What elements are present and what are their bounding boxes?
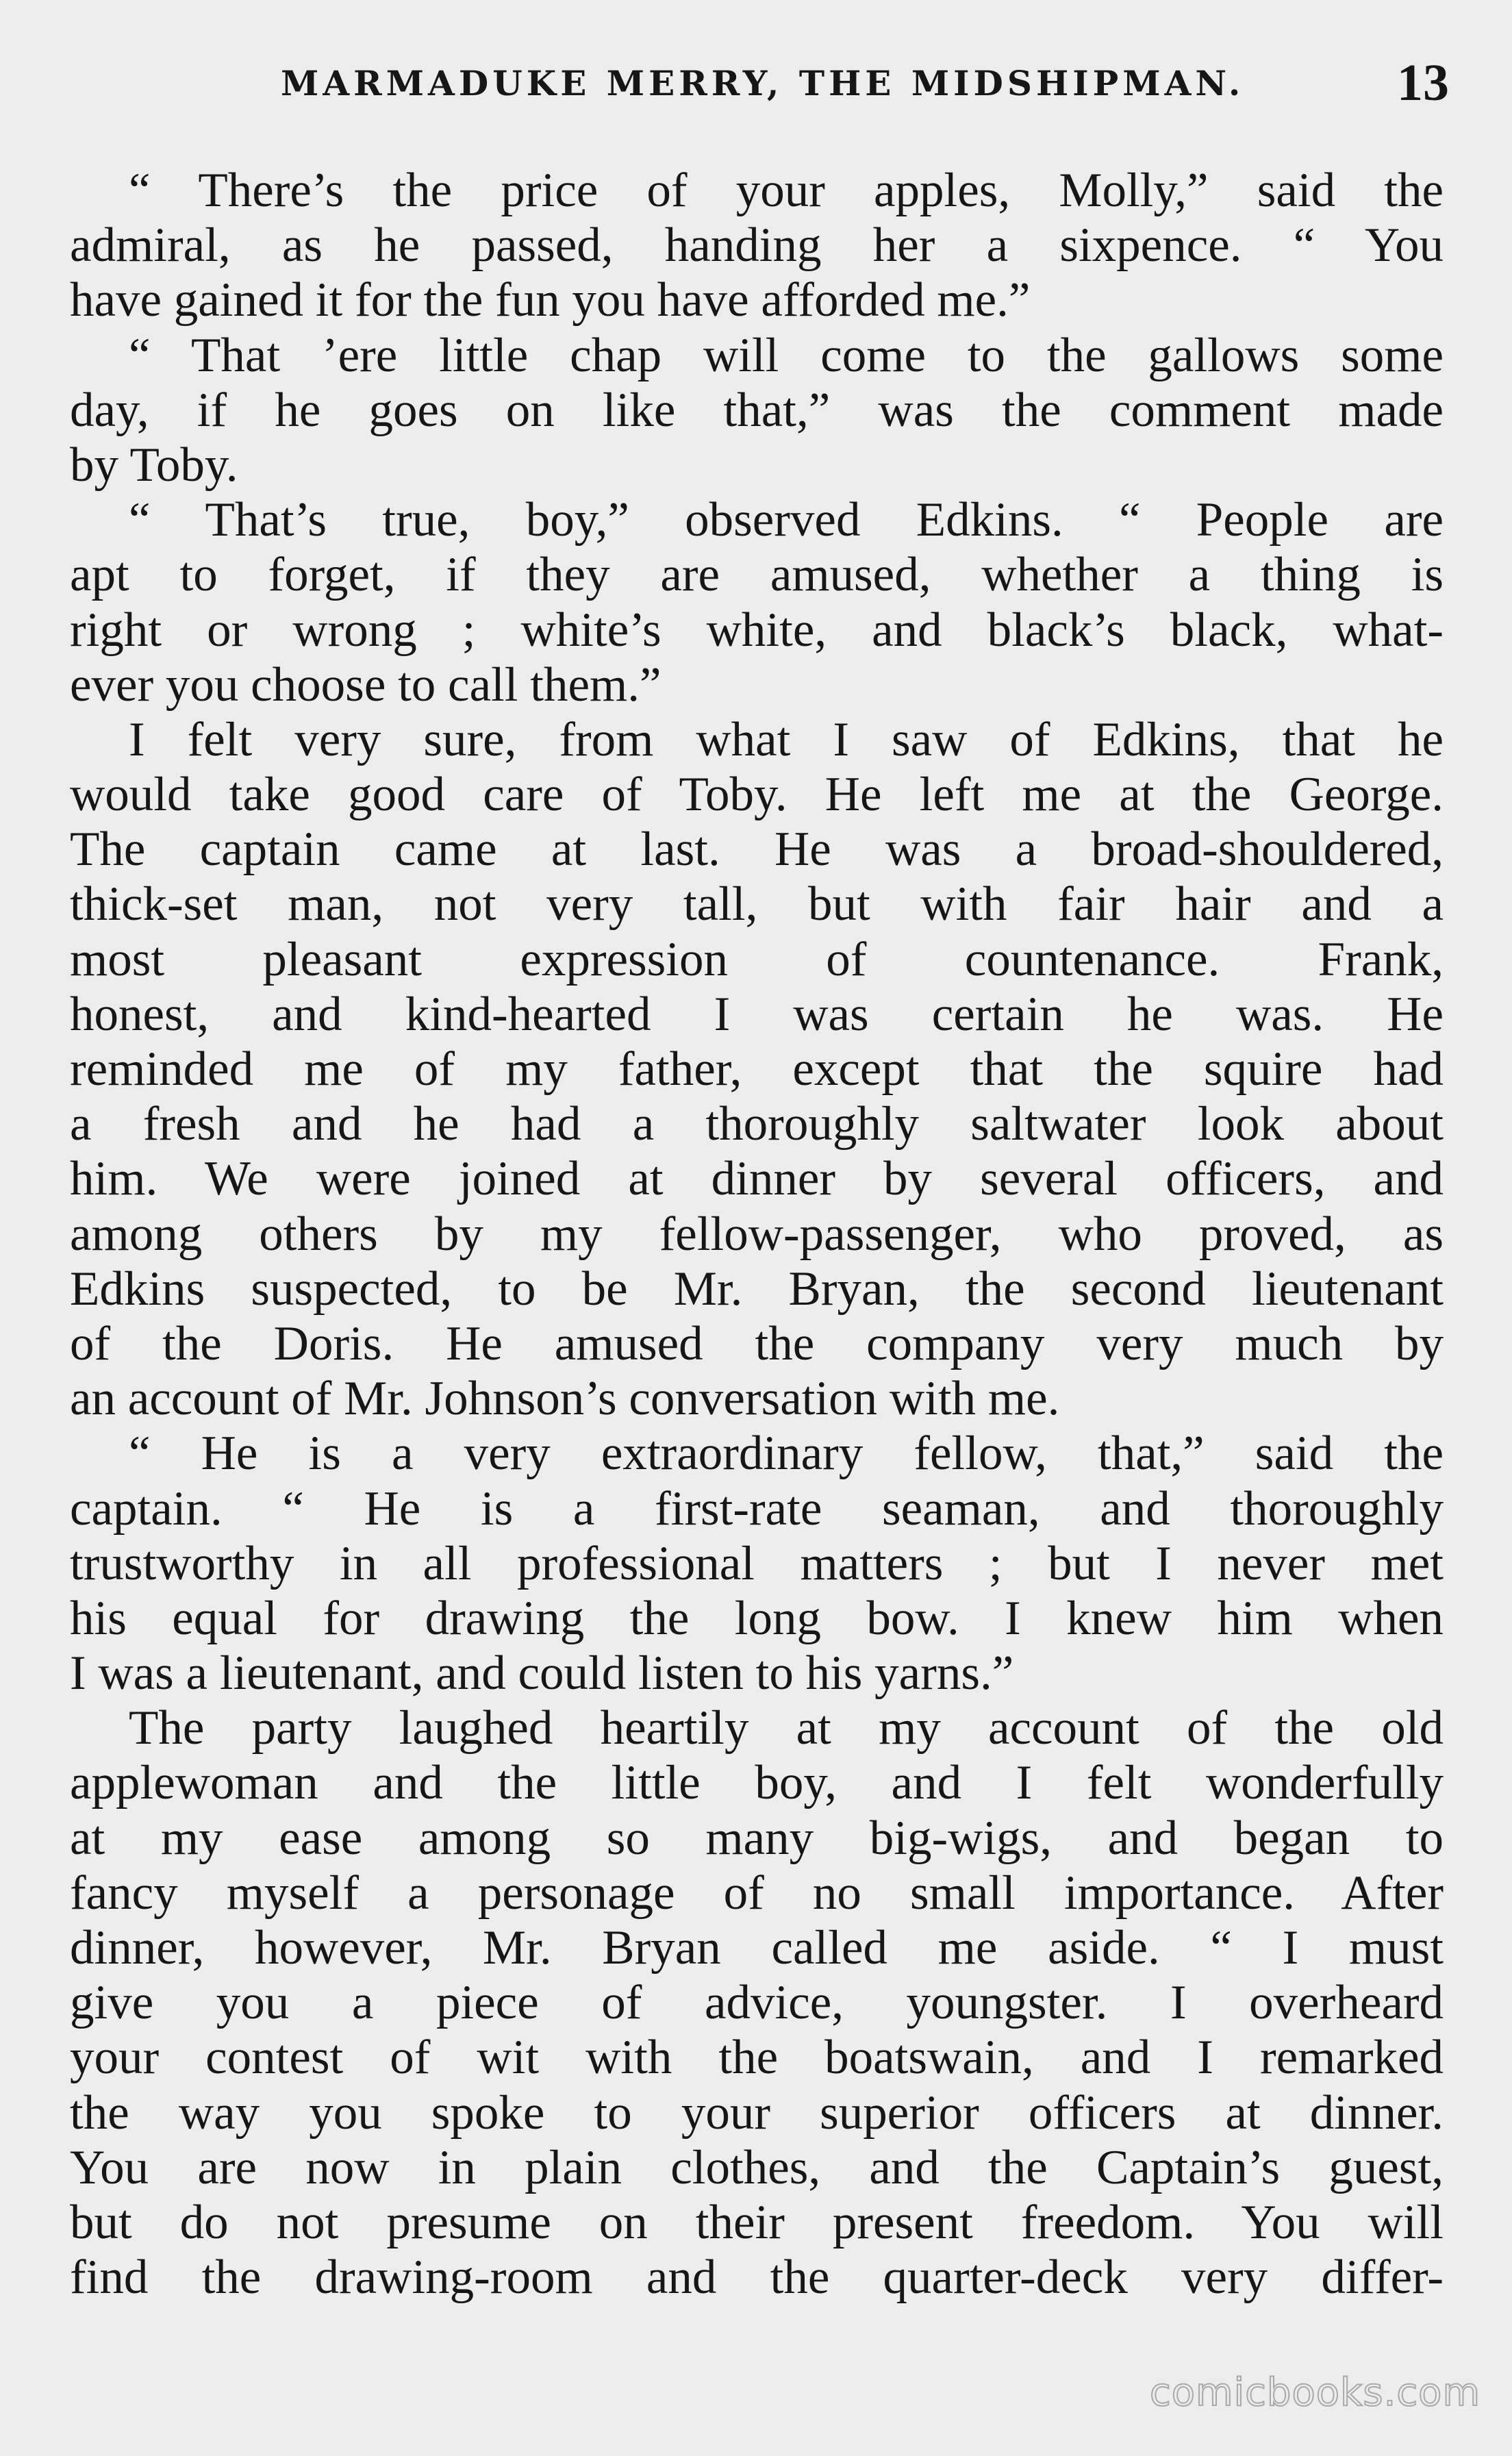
text-line: find the drawing-room and the quarter-deck very differ- <box>70 2251 1444 2305</box>
text-line: “ That ’ere little chap will come to the gallows some <box>129 328 1444 382</box>
text-line: him. We were joined at dinner by several officers, and <box>70 1152 1444 1206</box>
text-line: the way you spoke to your superior officers at dinner. <box>70 2085 1444 2140</box>
text-line: apt to forget, if they are amused, whether a thing is <box>70 548 1444 602</box>
text-line: would take good care of Toby. He left me at the George. <box>70 768 1444 822</box>
text-line: give you a piece of advice, youngster. I overheard <box>70 1976 1444 2030</box>
text-line: his equal for drawing the long bow. I knew him when <box>70 1591 1444 1645</box>
text-line: reminded me of my father, except that the squire had <box>70 1042 1444 1096</box>
text-line: I felt very sure, from what I saw of Edkins, that he <box>129 712 1444 766</box>
text-line: ever you choose to call them.” <box>70 657 662 712</box>
text-line: trustworthy in all professional matters ; but I never met <box>70 1536 1444 1590</box>
text-line: by Toby. <box>70 438 238 492</box>
text-line: honest, and kind-hearted I was certain he was. He <box>70 987 1444 1041</box>
text-line: thick-set man, not very tall, but with fair hair and a <box>70 877 1444 931</box>
body-text <box>70 163 1444 2305</box>
text-line: an account of Mr. Johnson’s conversation with me. <box>70 1372 1060 1426</box>
text-line: You are now in plain clothes, and the Captain’s guest, <box>70 2140 1444 2194</box>
text-line: have gained it for the fun you have afforded me.” <box>70 273 1031 327</box>
text-line: captain. “ He is a first-rate seaman, and thoroughly <box>70 1481 1444 1536</box>
text-line: “ He is a very extraordinary fellow, that,” said the <box>129 1427 1444 1481</box>
text-line: most pleasant expression of countenance. Frank, <box>70 932 1444 986</box>
text-line: I was a lieutenant, and could listen to his yarns.” <box>70 1646 1014 1701</box>
text-line: “ That’s true, boy,” observed Edkins. “ People are <box>129 493 1444 547</box>
running-head <box>0 53 1512 115</box>
text-line: your contest of wit with the boatswain, and I remarked <box>70 2031 1444 2085</box>
text-line: “ There’s the price of your apples, Molly,” said the <box>129 164 1444 217</box>
text-line: of the Doris. He amused the company very much by <box>70 1316 1444 1370</box>
text-line: The party laughed heartily at my account of the old <box>129 1701 1444 1755</box>
text-line: fancy myself a personage of no small importance. After <box>70 1866 1444 1920</box>
page-number: 13 <box>1397 54 1449 112</box>
text-line: right or wrong ; white’s white, and black’s black, what- <box>70 603 1444 657</box>
text-line: admiral, as he passed, handing her a sixpence. “ You <box>70 218 1444 273</box>
text-line: applewoman and the little boy, and I felt wonderfully <box>70 1756 1444 1810</box>
text-line: day, if he goes on like that,” was the comment made <box>70 383 1444 437</box>
text-line: at my ease among so many big-wigs, and began to <box>70 1811 1444 1865</box>
text-line: a fresh and he had a thoroughly saltwater look about <box>70 1097 1444 1151</box>
text-line: The captain came at last. He was a broad-shouldered, <box>70 823 1444 877</box>
watermark-logo: comicbooks.com <box>1149 2370 1480 2415</box>
text-line: but do not presume on their present freedom. You will <box>70 2195 1444 2249</box>
text-line: Edkins suspected, to be Mr. Bryan, the second lieutenant <box>70 1262 1444 1316</box>
text-line: dinner, however, Mr. Bryan called me aside. “ I must <box>70 1921 1444 1975</box>
running-title: MARMADUKE MERRY, THE MIDSHIPMAN. <box>281 63 1245 103</box>
text-line: among others by my fellow-passenger, who proved, as <box>70 1207 1444 1261</box>
